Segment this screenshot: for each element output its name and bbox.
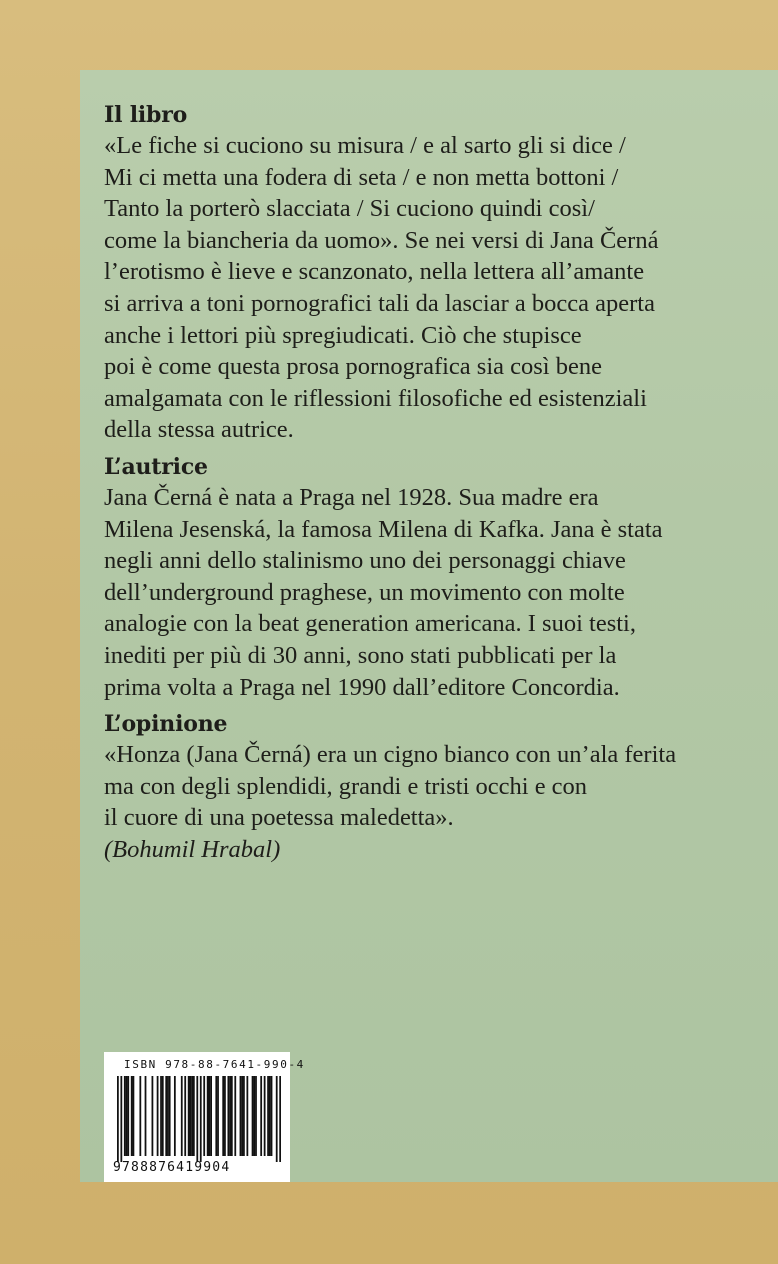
- text-line: «Le fiche si cuciono su misura / e al sarto gli si dice /: [104, 132, 626, 159]
- text-line: prima volta a Praga nel 1990 dall’editore Concordia.: [104, 673, 620, 701]
- barcode-bar: [184, 1076, 186, 1156]
- barcode-bar: [165, 1076, 167, 1156]
- section-body-libro: [104, 130, 774, 446]
- barcode-bar: [264, 1076, 266, 1156]
- barcode-bars: [117, 1076, 281, 1162]
- text-line: Tanto la porterò slacciata / Si cuciono quindi così/: [104, 195, 595, 223]
- barcode-bar: [145, 1076, 147, 1156]
- barcode-bar: [241, 1076, 243, 1156]
- barcode-bar: [253, 1076, 255, 1156]
- quote-citation: (Bohumil Hrabal): [104, 835, 281, 863]
- text-line: il cuore di una poetessa maledetta».: [104, 804, 454, 832]
- barcode-bar: [167, 1076, 169, 1156]
- barcode-bar: [224, 1076, 226, 1156]
- barcode-bar: [207, 1076, 209, 1156]
- section-body-opinione: [104, 739, 774, 865]
- barcode-bar: [188, 1076, 190, 1156]
- section-heading-opinione: L’opinione: [104, 711, 228, 738]
- text-line: Jana Černá è nata a Praga nel 1928. Sua madre era: [104, 483, 599, 511]
- text-line: negli anni dello stalinismo uno dei personaggi chiave: [104, 547, 626, 575]
- barcode-bar: [133, 1076, 135, 1156]
- barcode-bar: [200, 1076, 202, 1162]
- barcode-bar: [131, 1076, 133, 1156]
- barcode-bar: [120, 1076, 122, 1162]
- text-line: dell’underground praghese, un movimento con molte: [104, 578, 625, 606]
- barcode-bar: [271, 1076, 273, 1156]
- ean-digits: 9788876419904: [113, 1160, 231, 1175]
- text-line: analogie con la beat generation americana. I suoi testi,: [104, 610, 636, 638]
- barcode-bar: [193, 1076, 195, 1156]
- barcode-bar: [174, 1076, 176, 1156]
- text-line: si arriva a toni pornografici tali da lasciar a bocca aperta: [104, 289, 655, 317]
- barcode-bar: [229, 1076, 231, 1156]
- barcode-bar: [208, 1076, 210, 1156]
- text-line: Milena Jesenská, la famosa Milena di Kafka. Jana è stata: [104, 515, 663, 543]
- barcode-bar: [152, 1076, 154, 1156]
- barcode-bar: [246, 1076, 248, 1156]
- barcode-bar: [231, 1076, 233, 1156]
- barcode-bar: [191, 1076, 193, 1156]
- barcode-bar: [181, 1076, 183, 1156]
- barcode-bar: [126, 1076, 128, 1156]
- text-line: poi è come questa prosa pornografica sia così bene: [104, 353, 602, 381]
- text-line: come la biancheria da uomo». Se nei versi di Jana Černá: [104, 226, 659, 254]
- barcode-bar: [169, 1076, 171, 1156]
- barcode-bar: [196, 1076, 198, 1162]
- barcode-bar: [124, 1076, 126, 1156]
- barcode-bar: [127, 1076, 129, 1156]
- text-line: della stessa autrice.: [104, 416, 294, 444]
- isbn-label: ISBN 978-88-7641-990-4: [124, 1058, 305, 1071]
- barcode-bar: [160, 1076, 162, 1156]
- text-line: ma con degli splendidi, grandi e tristi occhi e con: [104, 772, 588, 800]
- barcode-bar: [222, 1076, 224, 1156]
- barcode-bar: [276, 1076, 278, 1162]
- barcode-bar: [157, 1076, 159, 1156]
- text-line: amalgamata con le riflessioni filosofiche ed esistenziali: [104, 384, 647, 412]
- barcode-bar: [117, 1076, 119, 1162]
- text-line: anche i lettori più spregiudicati. Ciò che stupisce: [104, 321, 582, 349]
- barcode-bar: [210, 1076, 212, 1156]
- section-heading-libro: Il libro: [104, 102, 188, 128]
- barcode-bar: [139, 1076, 141, 1156]
- text-line: «Honza (Jana Černá) era un cigno bianco con un’ala ferita: [104, 741, 677, 769]
- barcode-bar: [227, 1076, 229, 1156]
- barcode-bar: [190, 1076, 192, 1156]
- barcode-bar: [260, 1076, 262, 1156]
- section-heading-autrice: L’autrice: [104, 453, 208, 480]
- back-cover-text: [104, 100, 774, 865]
- barcode-bar: [243, 1076, 245, 1156]
- barcode-bar: [234, 1076, 236, 1156]
- barcode-bar: [269, 1076, 271, 1156]
- section-body-autrice: [104, 482, 774, 703]
- barcode-bar: [203, 1076, 205, 1156]
- barcode-bar: [215, 1076, 217, 1156]
- barcode-bar: [217, 1076, 219, 1156]
- text-line: Mi ci metta una fodera di seta / e non metta bottoni /: [104, 163, 619, 191]
- barcode-bar: [267, 1076, 269, 1156]
- text-line: inediti per più di 30 anni, sono stati pubblicati per la: [104, 641, 617, 669]
- text-line: l’erotismo è lieve e scanzonato, nella lettera all’amante: [104, 258, 645, 286]
- barcode-bar: [279, 1076, 281, 1162]
- barcode-bar: [240, 1076, 242, 1156]
- barcode-bar: [252, 1076, 254, 1156]
- barcode-bar: [255, 1076, 257, 1156]
- barcode-bar: [162, 1076, 164, 1156]
